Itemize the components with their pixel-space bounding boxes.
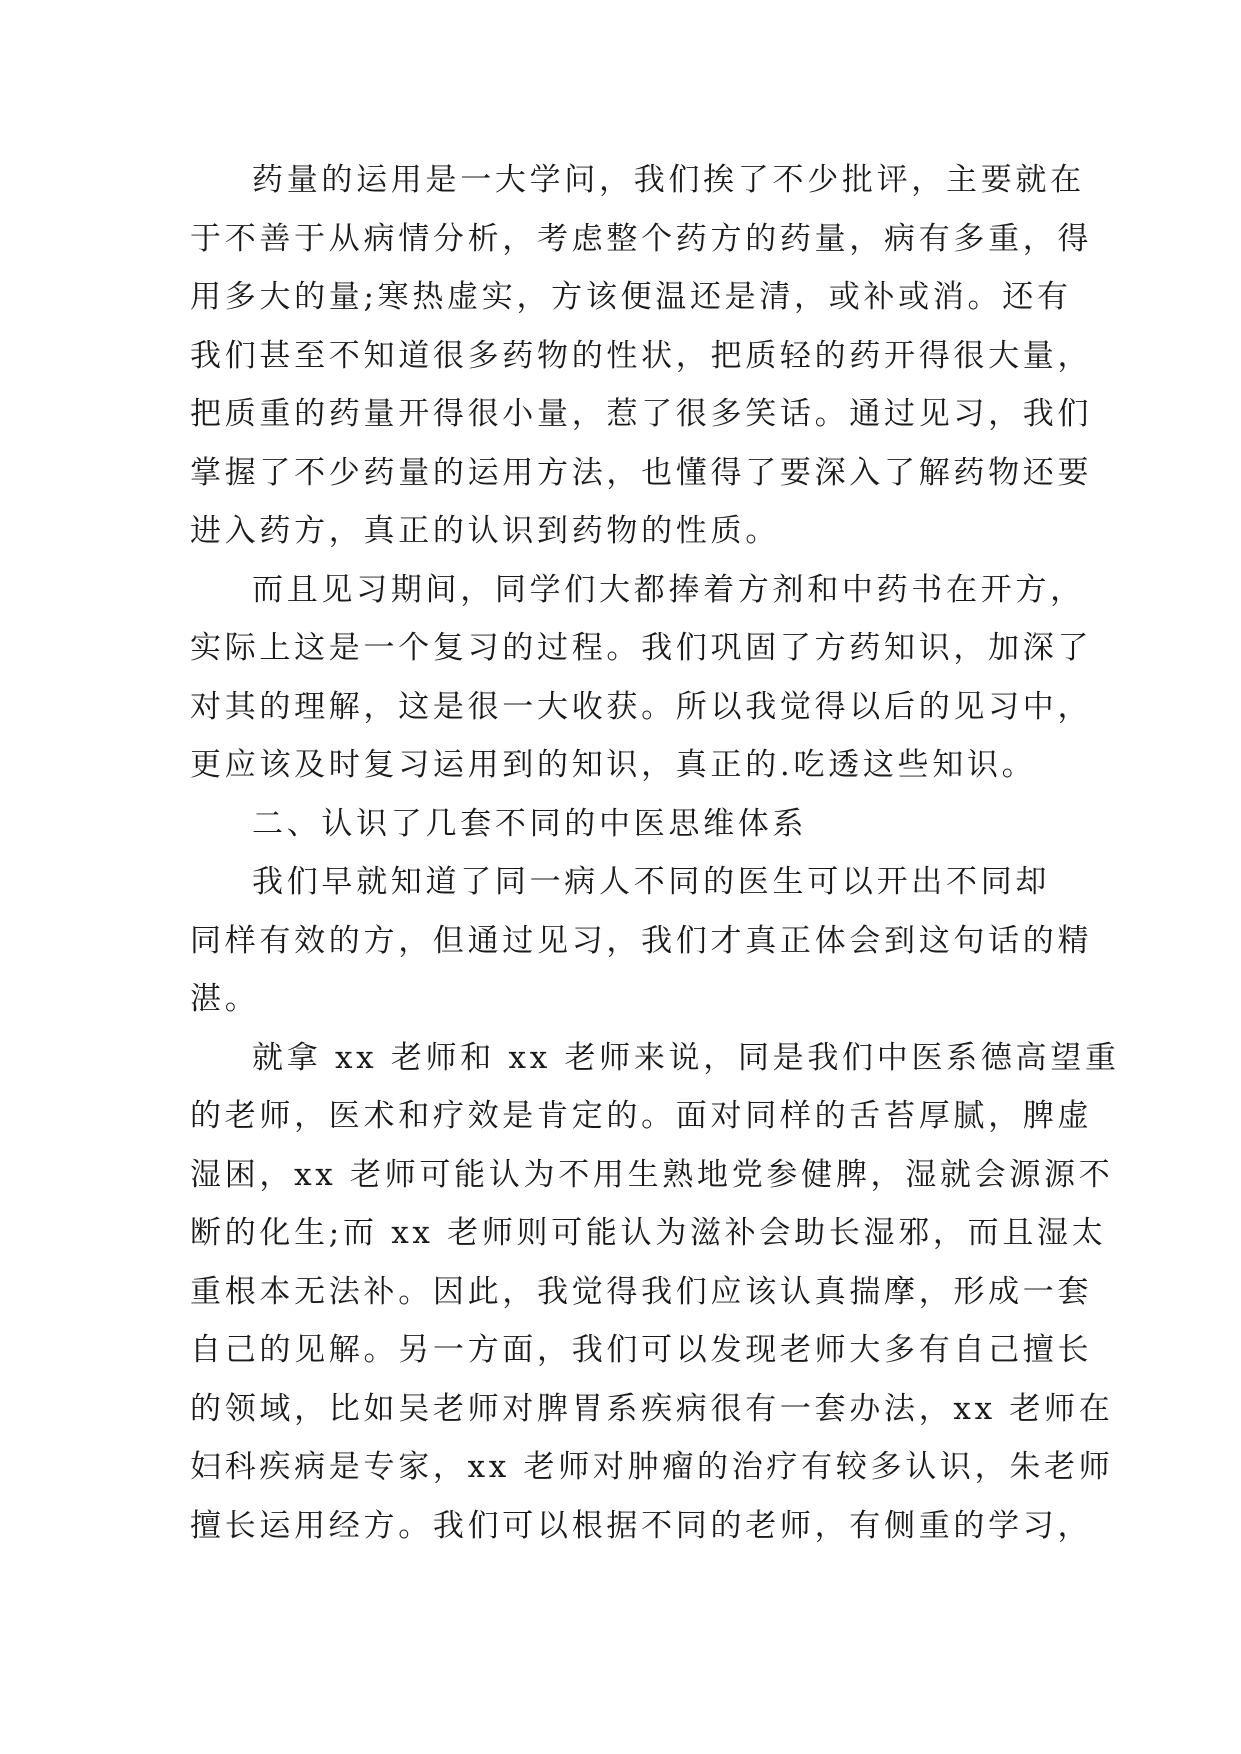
text-line: 对其的理解，这是很一大收获。所以我觉得以后的见习中， bbox=[190, 688, 1093, 725]
text-line: 擅长运用经方。我们可以根据不同的老师，有侧重的学习， bbox=[190, 1507, 1093, 1544]
text-line: 湿困，xx 老师可能认为不用生熟地党参健脾，湿就会源源不 bbox=[190, 1156, 1114, 1193]
text-line: 的领域，比如吴老师对脾胃系疾病很有一套办法，xx 老师在 bbox=[190, 1390, 1114, 1427]
paragraph-different-doctors bbox=[190, 853, 1093, 1029]
text-line: 同样有效的方，但通过见习，我们才真正体会到这句话的精 bbox=[190, 922, 1093, 959]
text-line: 掌握了不少药量的运用方法，也懂得了要深入了解药物还要 bbox=[190, 454, 1093, 491]
section-heading bbox=[190, 795, 1055, 854]
text-line: 就拿 xx 老师和 xx 老师来说，同是我们中医系德高望重 bbox=[252, 1039, 1120, 1076]
section-heading-text: 二、认识了几套不同的中医思维体系 bbox=[252, 805, 808, 842]
text-line: 而且见习期间，同学们大都捧着方剂和中药书在开方， bbox=[252, 571, 1085, 608]
text-line: 实际上这是一个复习的过程。我们巩固了方药知识，加深了 bbox=[190, 630, 1093, 666]
text-line: 用多大的量;寒热虚实，方该便温还是清，或补或消。还有 bbox=[190, 279, 1072, 315]
text-line: 更应该及时复习运用到的知识，真正的.吃透这些知识。 bbox=[190, 747, 1037, 783]
text-line: 妇科疾病是专家，xx 老师对肿瘤的治疗有较多认识，朱老师 bbox=[190, 1449, 1114, 1485]
paragraph-review bbox=[190, 561, 1093, 795]
text-line: 的老师，医术和疗效是肯定的。面对同样的舌苔厚腻，脾虚 bbox=[190, 1098, 1093, 1134]
text-line: 我们早就知道了同一病人不同的医生可以开出不同却 bbox=[252, 864, 1051, 900]
text-line: 断的化生;而 xx 老师则可能认为滋补会助长湿邪，而且湿太 bbox=[190, 1215, 1107, 1251]
paragraph-teachers bbox=[190, 1029, 1120, 1556]
text-line: 进入药方，真正的认识到药物的性质。 bbox=[190, 513, 780, 549]
text-line: 湛。 bbox=[190, 981, 260, 1017]
text-line: 于不善于从病情分析，考虑整个药方的药量，病有多重，得 bbox=[190, 220, 1093, 257]
text-line: 把质重的药量开得很小量，惹了很多笑话。通过见习，我们 bbox=[190, 396, 1093, 432]
text-line: 自己的见解。另一方面，我们可以发现老师大多有自己擅长 bbox=[190, 1332, 1093, 1368]
text-line: 重根本无法补。因此，我觉得我们应该认真揣摩，形成一套 bbox=[190, 1273, 1093, 1310]
document-body bbox=[190, 151, 1120, 1555]
paragraph-dosage bbox=[190, 151, 1093, 561]
text-line: 我们甚至不知道很多药物的性状，把质轻的药开得很大量， bbox=[190, 337, 1093, 374]
text-line: 药量的运用是一大学问，我们挨了不少批评，主要就在 bbox=[252, 162, 1085, 198]
